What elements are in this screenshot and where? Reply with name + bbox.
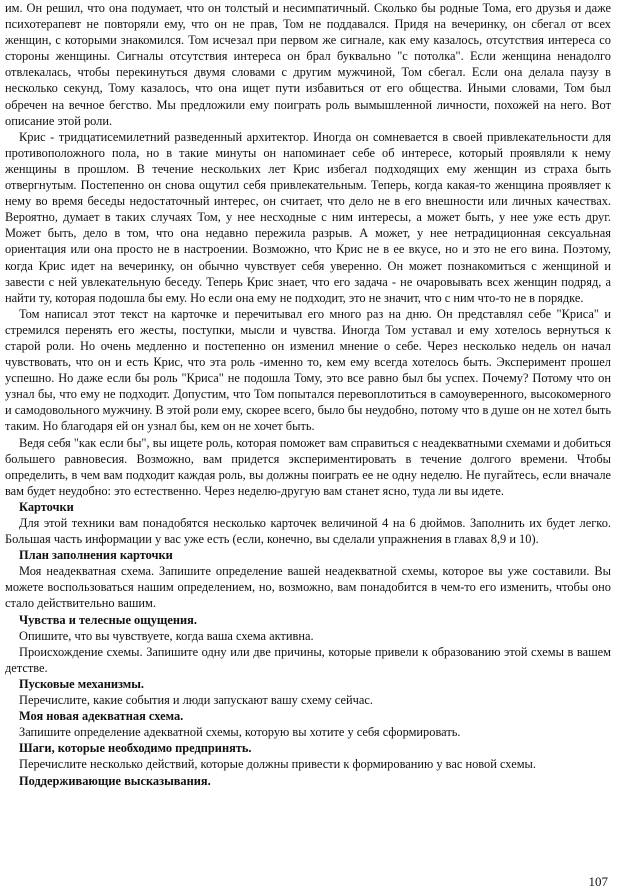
heading-plan: План заполнения карточки: [19, 548, 173, 563]
heading-support: Поддерживающие высказывания.: [19, 773, 211, 788]
paragraph-steps: Перечислите несколько действий, которые должны привести к формированию у вас новой схемы.: [19, 757, 536, 772]
page-text: [5, 0, 611, 789]
paragraph-origin: Происхождение схемы. Запишите одну или две причины, которые привели к образованию этой схемы в вашем детстве.: [5, 644, 611, 675]
paragraph-as-if: Ведя себя "как если бы", вы ищете роль, которая поможет вам справиться с неадекватными схемами и добиться большего равновесия. Возможно, вам придется экспериментировать в течение долгого времени. Чтобы определить, в чем вам подходит каждая роль, вы должны поиграть ее не одну неделю. Не пугайтесь, если вначале вам будет неудобно: это естественно. Через неделю-другую вам станет ясно, туда ли вы идете.: [5, 435, 611, 498]
paragraph-chris-role: Крис - тридцатисемилетний разведенный архитектор. Иногда он сомневается в своей привлекательности для противоположного пола, но в такие минуты он напоминает себе об интересе, который проявляли к нему женщины в прошлом. В течение нескольких лет Крис избегал подходящих ему женщин из страха быть отвергнутым. Постепенно он снова ощутил себя привлекательным. Теперь, когда какая-то женщина проявляет к нему во время беседы недостаточный интерес, он считает, что дело не в его внешности или личных качествах. Вероятно, думает в таких случаях Том, у нее несходные с ним интересы, а может быть, у нее уже есть друг. Может быть, дело в том, что она недавно пережила разрыв. А может, у нее нетрадиционная сексуальная ориентация или она просто не в настроении. Возможно, что Крис не в ее вкусе, но и это не его вина. Поэтому, когда Крис идет на вечеринку, он обычно чувствует себя уверенно. Он может познакомиться с женщиной и завести с ней увлекательную беседу. Теперь Крис знает, что его задача - не очаровывать всех женщин подряд, а найти ту, которая подошла бы ему. Но если она ему не подходит, это не значит, что с ним что-то не в порядке.: [5, 129, 611, 305]
paragraph-tom-story: им. Он решил, что она подумает, что он толстый и несимпатичный. Сколько бы родные Тома, его друзья и даже психотерапевт не повторяли ему, что он не прав, Том не поддавался. Придя на вечеринку, он сбегал от всех женщин, с которыми знакомился. Том исчезал при первом же сигнале, как ему казалось, отсутствия интереса со стороны женщины. Сигналы отсутствия интереса он брал буквально "с потолка". Если женщина ненадолго отвлекалась, чтобы перекинуться двумя словами с другим мужчиной, Том сбегал. Если она делала паузу в несколько секунд, Тому казалось, что она ищет пути избавиться от его общества. Иными словами, Том был обречен на вечное бегство. Мы предложили ему поиграть роль вымышленной личности, похожей на него. Вот описание этой роли.: [5, 1, 611, 128]
paragraph-triggers: Перечислите, какие события и люди запускают вашу схему сейчас.: [19, 693, 373, 708]
paragraph-plan: Моя неадекватная схема. Запишите определение вашей неадекватной схемы, которое вы уже составили. Вы можете воспользоваться нашим определением, но, возможно, вам понадобится в чем-то его изменить, чтобы оно стало действительно вашим.: [5, 564, 611, 611]
heading-cards: Карточки: [19, 499, 74, 514]
heading-new-schema: Моя новая адекватная схема.: [19, 709, 184, 724]
paragraph-tom-practice: Том написал этот текст на карточке и перечитывал его много раз на дню. Он представлял себе "Криса" и стремился перенять его жесты, поступки, мысли и чувства. Иногда Том уставал и ему хотелось вернуться к старой роли. Но очень медленно и постепенно он изменил мнение о себе. Через несколько недель он начал чувствовать, что он и есть Крис, что эта роль -именно то, кем ему всегда хотелось быть. Эксперимент прошел успешно. Но даже если бы роль "Криса" не подошла Тому, это все равно был бы успех. Почему? Потому что он узнал бы, что ему не подходит. Допустим, что Том попытался перевоплотиться в самоуверенного, высокомерного и самодовольного мужчину. В этой роли ему, скорее всего, было бы неудобно, потому что в душе он не хотел быть таким. Но благодаря ей он узнал бы, кем он не хочет быть.: [5, 306, 611, 434]
page-number: 107: [588, 873, 608, 889]
paragraph-feelings: Опишите, что вы чувствуете, когда ваша схема активна.: [19, 628, 314, 643]
heading-triggers: Пусковые механизмы.: [19, 676, 144, 691]
paragraph-cards: Для этой техники вам понадобятся несколько карточек величиной 4 на 6 дюймов. Заполнить их будет легко. Большая часть информации у вас уже есть (если, конечно, вы сделали упражнения в главах 8,9 и 10).: [5, 516, 611, 547]
heading-feelings: Чувства и телесные ощущения.: [19, 612, 197, 627]
heading-steps: Шаги, которые необходимо предпринять.: [19, 741, 252, 756]
paragraph-new-schema: Запишите определение адекватной схемы, которую вы хотите у себя сформировать.: [19, 725, 461, 740]
